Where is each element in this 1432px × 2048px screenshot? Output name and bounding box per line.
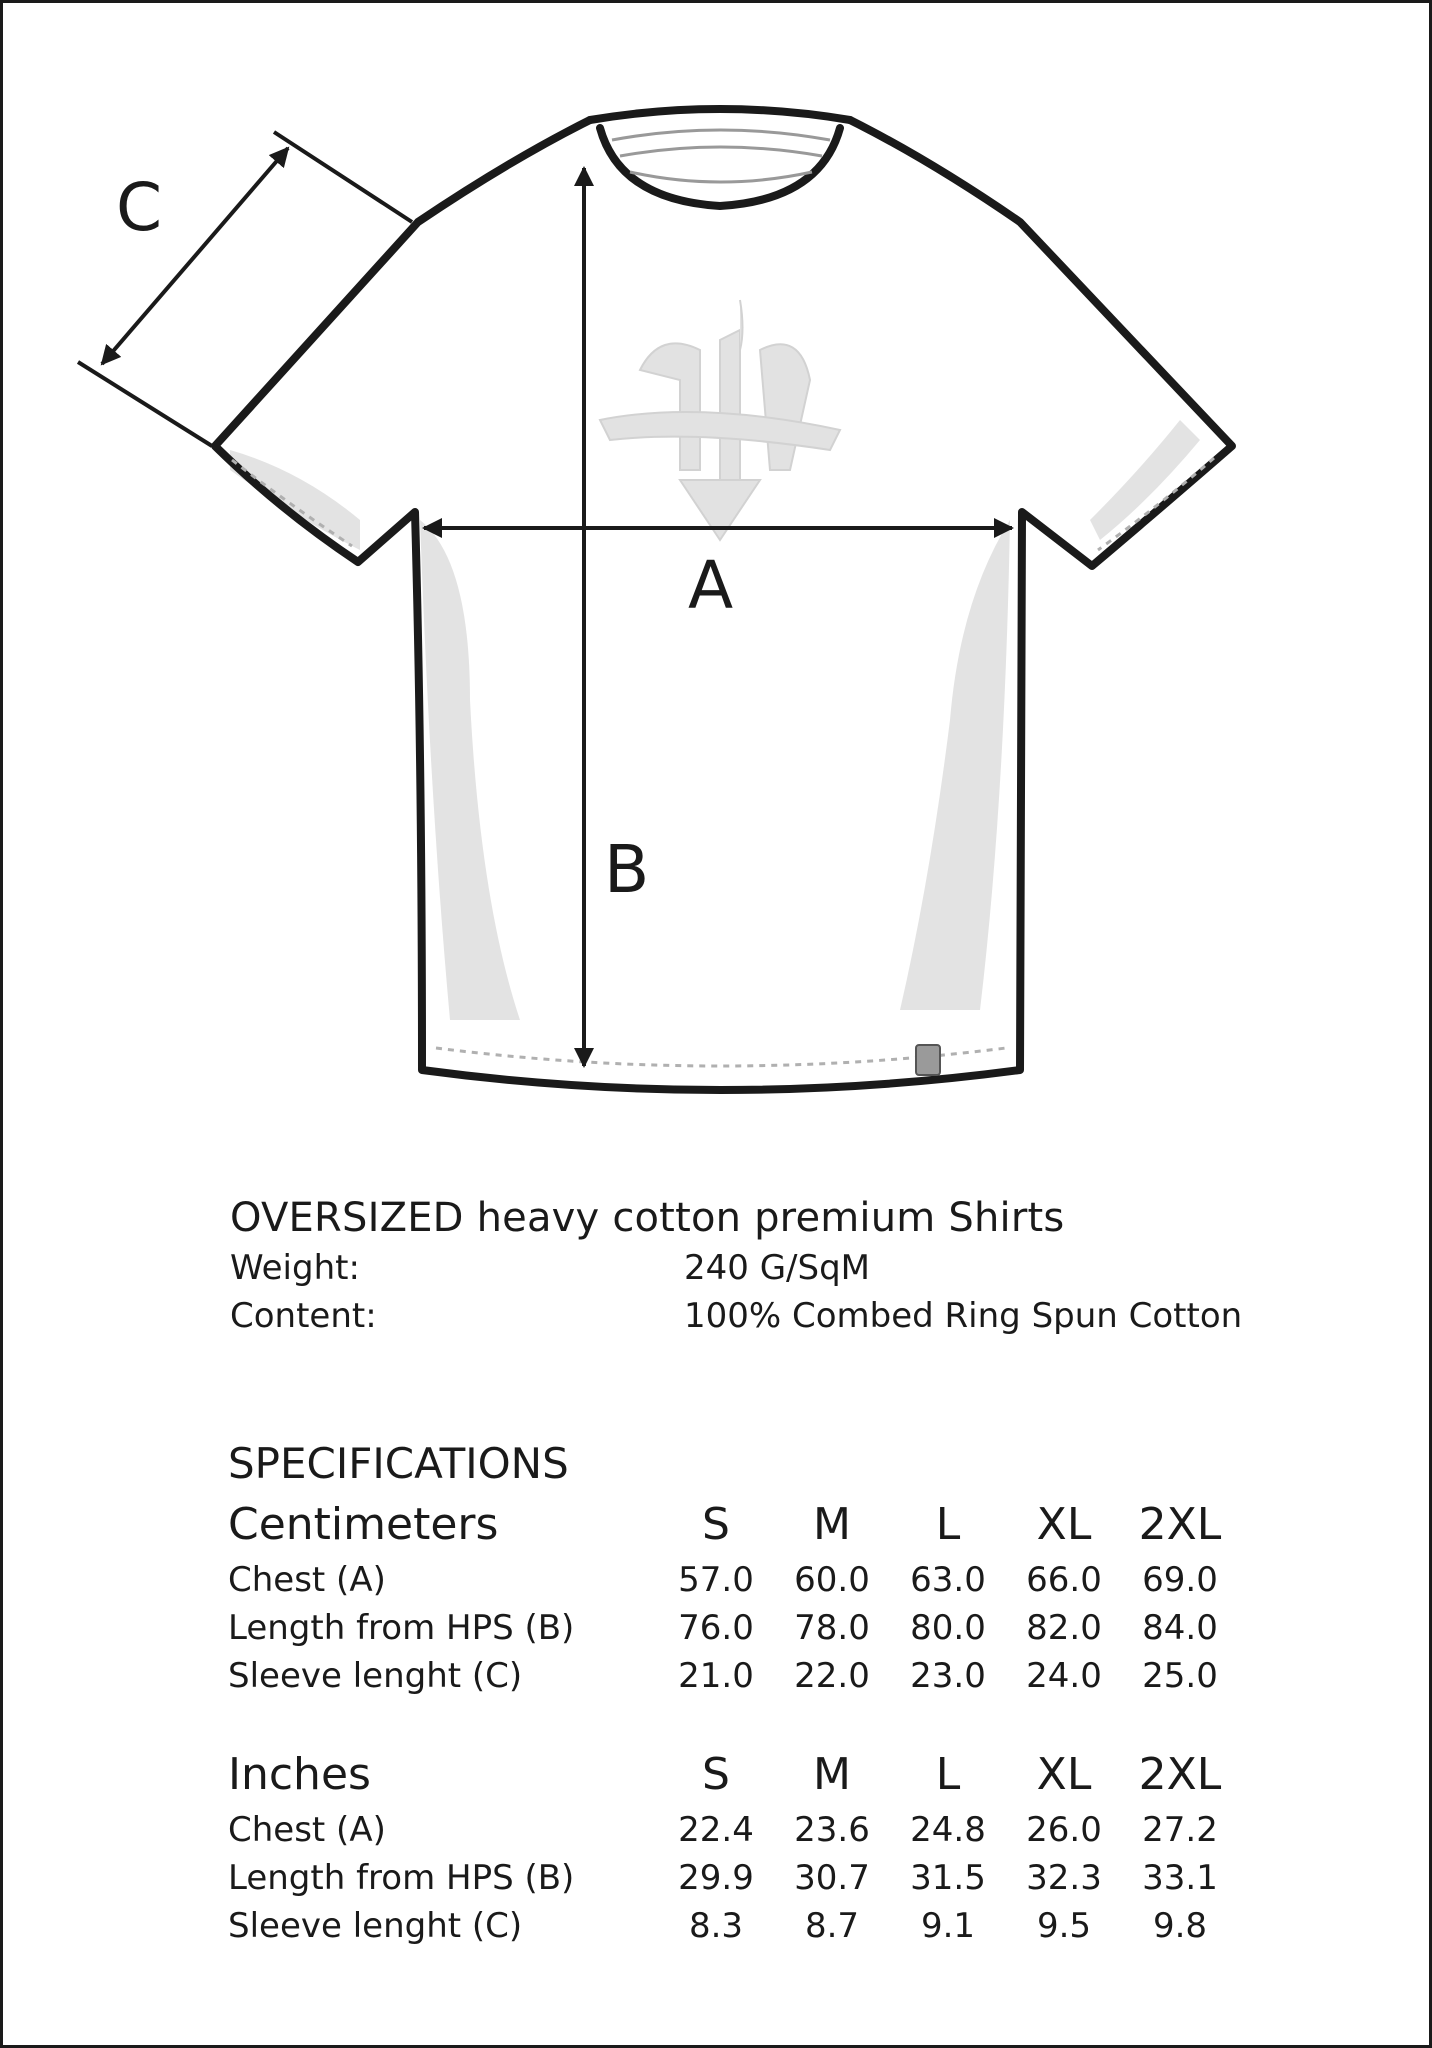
size-header: 2XL (1138, 1499, 1222, 1550)
specifications (228, 1436, 1278, 1950)
cell-value: 82.0 (1026, 1608, 1102, 1648)
cell-value: 57.0 (678, 1560, 754, 1600)
content-value: 100% Combed Ring Spun Cotton (684, 1296, 1243, 1336)
cell-value: 22.0 (794, 1656, 870, 1696)
size-header: L (935, 1499, 961, 1550)
cell-value: 76.0 (678, 1608, 754, 1648)
cell-value: 27.2 (1142, 1810, 1218, 1850)
table-row (228, 1652, 1278, 1700)
unit-label: Inches (228, 1749, 371, 1800)
cell-value: 30.7 (794, 1858, 870, 1898)
measure-lines (78, 132, 1012, 1066)
inches-table (228, 1744, 1278, 1950)
weight-value: 240 G/SqM (684, 1248, 871, 1288)
cell-value: 22.4 (678, 1810, 754, 1850)
cell-value: 9.5 (1036, 1906, 1092, 1946)
row-label: Sleeve lenght (C) (228, 1656, 523, 1696)
cell-value: 9.8 (1152, 1906, 1208, 1946)
row-label: Length from HPS (B) (228, 1608, 575, 1648)
row-label: Chest (A) (228, 1560, 386, 1600)
size-header: S (702, 1499, 730, 1550)
table-row (228, 1902, 1278, 1950)
unit-label: Centimeters (228, 1499, 499, 1550)
content-label: Content: (230, 1296, 377, 1336)
cell-value: 8.7 (804, 1906, 860, 1946)
size-header: L (935, 1749, 961, 1800)
cell-value: 26.0 (1026, 1810, 1102, 1850)
table-row (228, 1604, 1278, 1652)
cell-value: 8.3 (688, 1906, 744, 1946)
table-row (228, 1854, 1278, 1902)
product-info (230, 1192, 1330, 1340)
cell-value: 69.0 (1142, 1560, 1218, 1600)
table-row (228, 1556, 1278, 1604)
size-header: 2XL (1138, 1749, 1222, 1800)
row-label: Chest (A) (228, 1810, 386, 1850)
cell-value: 63.0 (910, 1560, 986, 1600)
spec-heading: SPECIFICATIONS (228, 1439, 569, 1488)
row-label: Sleeve lenght (C) (228, 1906, 523, 1946)
hem-tag (916, 1045, 940, 1075)
size-header: M (813, 1749, 851, 1800)
cell-value: 66.0 (1026, 1560, 1102, 1600)
cell-value: 21.0 (678, 1656, 754, 1696)
centimeters-table (228, 1494, 1278, 1700)
cell-value: 33.1 (1142, 1858, 1218, 1898)
weight-label: Weight: (230, 1248, 360, 1288)
cell-value: 25.0 (1142, 1656, 1218, 1696)
cell-value: 32.3 (1026, 1858, 1102, 1898)
cell-value: 31.5 (910, 1858, 986, 1898)
weight-row (230, 1244, 1330, 1292)
product-title: OVERSIZED heavy cotton premium Shirts (230, 1195, 1065, 1241)
cell-value: 60.0 (794, 1560, 870, 1600)
size-header: S (702, 1749, 730, 1800)
cell-value: 9.1 (920, 1906, 976, 1946)
chest-graphic-icon (600, 300, 840, 540)
cell-value: 84.0 (1142, 1608, 1218, 1648)
cell-value: 29.9 (678, 1858, 754, 1898)
sleeve-dimension-label: C (116, 169, 163, 246)
chest-dimension-label: A (688, 547, 734, 624)
length-dimension-label: B (604, 831, 650, 908)
table-row (228, 1806, 1278, 1854)
size-header: XL (1036, 1499, 1092, 1550)
cell-value: 23.6 (794, 1810, 870, 1850)
collar-rib (612, 130, 830, 182)
row-label: Length from HPS (B) (228, 1858, 575, 1898)
size-header: XL (1036, 1749, 1092, 1800)
cell-value: 23.0 (910, 1656, 986, 1696)
cell-value: 80.0 (910, 1608, 986, 1648)
unit-header (228, 1494, 1278, 1556)
cell-value: 24.0 (1026, 1656, 1102, 1696)
cell-value: 78.0 (794, 1608, 870, 1648)
content-row (230, 1292, 1330, 1340)
cell-value: 24.8 (910, 1810, 986, 1850)
unit-header (228, 1744, 1278, 1806)
size-header: M (813, 1499, 851, 1550)
